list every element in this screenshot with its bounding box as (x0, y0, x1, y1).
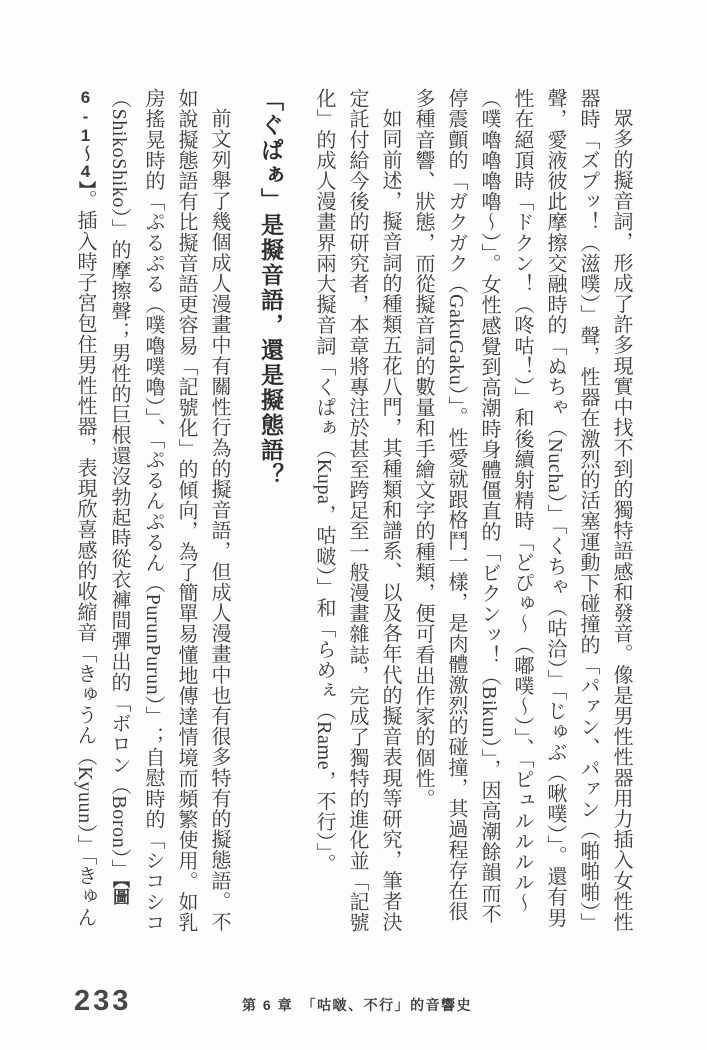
figure-reference: 【圖6-1～4】 (76, 88, 129, 906)
paragraph-mimetic-words-text-before: 前文列舉了幾個成人漫畫中有關性行為的擬音語，但成人漫畫中也有很多特有的擬態語。不如說擬態語有比擬音語更容易「記號化」的傾向，為了簡單易懂地傳達情境而頻繁使用。如乳房搖晃時的「ぷるぷる（噗嚕噗嚕）」、「ぷるんぷるん（PurunPurun）」；自慰時的「シコシコ（ShikoShiko）」的摩擦聲；男性的巨根還沒勃起時從衣褲間彈出的「ボロン（Boron）」 (108, 88, 230, 933)
paragraph-research-scope: 如同前述，擬音詞的種類五花八門，其種類和譜系、以及各年代的擬音表現等研究，筆者決定託付給今後的研究者，本章將專注於甚至跨足至一般漫畫雜誌，完成了獨特的進化並「記號化」的成人漫畫界兩大擬音詞「くぱぁ（Kupa，咕啵）」和「らめぇ（Rame，不行）」。 (313, 88, 401, 933)
text-block (68, 88, 637, 936)
paragraph-mimetic-words (68, 88, 235, 936)
page-number: 233 (74, 985, 132, 1017)
chapter-running-head: 第 6 章 「咕啵、不行」的音響史 (242, 997, 473, 1013)
paragraph-mimetic-words-text-after: 。插入時子宮包住男性性器，表現欣喜感的收縮音「きゅうん（Kyuun）」「きゅん (74, 189, 96, 928)
section-heading: 「ぐぱぁ」是擬音語，還是擬態語？ (258, 88, 284, 488)
paragraph-onomatopoeia-examples: 眾多的擬音詞，形成了許多現實中找不到的獨特語感和發音。像是男性性器用力插入女性性器時「ズプッ！（滋噗）」聲，性器在激烈的活塞運動下碰撞的「パァン、パァン（啪啪啪）」聲，愛液彼此摩擦交融時的「ぬちゃ（Nucha）」「くちゃ（咕洽）」「じゅぶ（啾噗）」。還有男性在絕頂時「ドクン！（咚咕！）」和後續射精時「どぴゅ～（嘟噗～）」、「ピュルルルル～（噗嚕嚕嚕嚕～）」。女性感覺到高潮時身體僵直的「ビクンッ！（Bikun）」，因高潮餘韻而不停震顫的「ガクガク（GakuGaku）」。性愛就跟格鬥一樣，是肉體激烈的碰撞，其過程存在很多種音響、狀態，而從擬音詞的數量和手繪文字的種類，便可看出作家的個性。 (412, 88, 632, 934)
